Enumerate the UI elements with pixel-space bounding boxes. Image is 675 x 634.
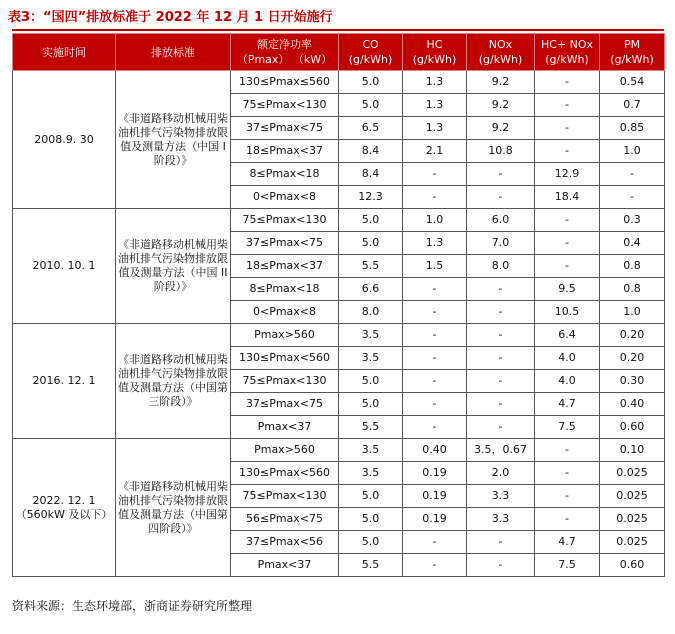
implementation-date: 2010. 10. 1	[13, 209, 116, 324]
nox-limit: -	[467, 347, 535, 370]
nox-limit: 9.2	[467, 94, 535, 117]
pm-limit: 0.10	[600, 439, 665, 462]
hcnox-limit: 9.5	[535, 278, 600, 301]
hc-limit: -	[403, 416, 467, 439]
co-limit: 8.4	[339, 140, 403, 163]
rated-power-range: Pmax<37	[231, 554, 339, 577]
header-power-line2: （Pmax） （kW）	[236, 53, 333, 66]
header-co: CO (g/kWh)	[339, 34, 403, 71]
hc-limit: -	[403, 531, 467, 554]
header-unit: (g/kWh)	[478, 53, 523, 66]
header-unit: (g/kWh)	[348, 53, 393, 66]
nox-limit: 10.8	[467, 140, 535, 163]
hc-limit: 1.5	[403, 255, 467, 278]
pm-limit: -	[600, 186, 665, 209]
rated-power-range: 75≤Pmax<130	[231, 209, 339, 232]
nox-limit: 2.0	[467, 462, 535, 485]
rated-power-range: 56≤Pmax<75	[231, 508, 339, 531]
hc-limit: -	[403, 163, 467, 186]
hc-limit: -	[403, 347, 467, 370]
hc-limit: 2.1	[403, 140, 467, 163]
pm-limit: 0.60	[600, 416, 665, 439]
hc-limit: -	[403, 301, 467, 324]
pm-limit: 1.0	[600, 301, 665, 324]
rated-power-range: Pmax>560	[231, 439, 339, 462]
nox-limit: -	[467, 554, 535, 577]
hcnox-limit: -	[535, 140, 600, 163]
table-row	[13, 439, 665, 462]
pm-limit: 0.025	[600, 485, 665, 508]
header-date: 实施时间	[13, 34, 116, 71]
co-limit: 5.0	[339, 94, 403, 117]
hc-limit: 0.19	[403, 508, 467, 531]
pm-limit: 0.8	[600, 278, 665, 301]
header-pm: PM (g/kWh)	[600, 34, 665, 71]
co-limit: 5.0	[339, 209, 403, 232]
source-note: 资料来源：生态环境部，浙商证券研究所整理	[12, 599, 253, 613]
pm-limit: 0.30	[600, 370, 665, 393]
rated-power-range: 37≤Pmax<75	[231, 117, 339, 140]
rated-power-range: Pmax>560	[231, 324, 339, 347]
hcnox-limit: -	[535, 439, 600, 462]
rated-power-range: 75≤Pmax<130	[231, 485, 339, 508]
co-limit: 5.5	[339, 416, 403, 439]
rated-power-range: 37≤Pmax<56	[231, 531, 339, 554]
rated-power-range: 0<Pmax<8	[231, 186, 339, 209]
nox-limit: -	[467, 186, 535, 209]
co-limit: 5.5	[339, 554, 403, 577]
hcnox-limit: -	[535, 94, 600, 117]
hcnox-limit: 12.9	[535, 163, 600, 186]
hc-limit: 0.19	[403, 462, 467, 485]
co-limit: 6.6	[339, 278, 403, 301]
rated-power-range: 130≤Pmax<560	[231, 462, 339, 485]
nox-limit: 8.0	[467, 255, 535, 278]
rated-power-range: 75≤Pmax<130	[231, 370, 339, 393]
pm-limit: 0.4	[600, 232, 665, 255]
nox-limit: 9.2	[467, 71, 535, 94]
hc-limit: -	[403, 370, 467, 393]
emission-standard-name: 《非道路移动机械用柴油机排气污染物排放限值及测量方法（中国第四阶段）》	[116, 439, 231, 577]
co-limit: 6.5	[339, 117, 403, 140]
hc-limit: -	[403, 393, 467, 416]
pm-limit: 0.20	[600, 324, 665, 347]
emission-standard-name: 《非道路移动机械用柴油机排气污染物排放限值及测量方法（中国 II 阶段）》	[116, 209, 231, 324]
hc-limit: 1.3	[403, 71, 467, 94]
caption-divider	[12, 29, 664, 31]
co-limit: 3.5	[339, 462, 403, 485]
hc-limit: -	[403, 324, 467, 347]
nox-limit: -	[467, 301, 535, 324]
nox-limit: -	[467, 163, 535, 186]
table-row	[13, 71, 665, 94]
co-limit: 8.4	[339, 163, 403, 186]
rated-power-range: 130≤Pmax<560	[231, 347, 339, 370]
hcnox-limit: 4.7	[535, 393, 600, 416]
nox-limit: -	[467, 324, 535, 347]
nox-limit: 9.2	[467, 117, 535, 140]
hcnox-limit: -	[535, 485, 600, 508]
rated-power-range: 18≤Pmax<37	[231, 140, 339, 163]
nox-limit: 3.3	[467, 508, 535, 531]
table-row	[13, 324, 665, 347]
co-limit: 5.5	[339, 255, 403, 278]
table-caption: 表3：“国四”排放标准于 2022 年 12 月 1 日开始施行	[8, 10, 333, 25]
rated-power-range: 0<Pmax<8	[231, 301, 339, 324]
pm-limit: -	[600, 163, 665, 186]
pm-limit: 1.0	[600, 140, 665, 163]
co-limit: 5.0	[339, 485, 403, 508]
table-header	[13, 34, 665, 71]
nox-limit: 7.0	[467, 232, 535, 255]
emission-standard-name: 《非道路移动机械用柴油机排气污染物排放限值及测量方法（中国 I 阶段）》	[116, 71, 231, 209]
header-unit: (g/kWh)	[412, 53, 457, 66]
nox-limit: -	[467, 531, 535, 554]
rated-power-range: 37≤Pmax<75	[231, 232, 339, 255]
emission-standard-name: 《非道路移动机械用柴油机排气污染物排放限值及测量方法（中国第三阶段）》	[116, 324, 231, 439]
hc-limit: 1.3	[403, 94, 467, 117]
header-hcnox: HC+ NOx (g/kWh)	[535, 34, 600, 71]
nox-limit: 3.5，0.67	[467, 439, 535, 462]
hcnox-limit: 4.7	[535, 531, 600, 554]
pm-limit: 0.7	[600, 94, 665, 117]
hcnox-limit: 7.5	[535, 416, 600, 439]
hc-limit: 1.3	[403, 117, 467, 140]
nox-limit: -	[467, 393, 535, 416]
co-limit: 3.5	[339, 439, 403, 462]
implementation-date: 2016. 12. 1	[13, 324, 116, 439]
rated-power-range: 8≤Pmax<18	[231, 278, 339, 301]
co-limit: 5.0	[339, 508, 403, 531]
nox-limit: 6.0	[467, 209, 535, 232]
nox-limit: -	[467, 370, 535, 393]
rated-power-range: 8≤Pmax<18	[231, 163, 339, 186]
co-limit: 3.5	[339, 347, 403, 370]
pm-limit: 0.8	[600, 255, 665, 278]
pm-limit: 0.025	[600, 531, 665, 554]
hcnox-limit: 18.4	[535, 186, 600, 209]
hcnox-limit: 10.5	[535, 301, 600, 324]
rated-power-range: Pmax<37	[231, 416, 339, 439]
table-row	[13, 209, 665, 232]
pm-limit: 0.40	[600, 393, 665, 416]
pm-limit: 0.54	[600, 71, 665, 94]
hcnox-limit: -	[535, 117, 600, 140]
hc-limit: 1.3	[403, 232, 467, 255]
co-limit: 5.0	[339, 232, 403, 255]
hcnox-limit: -	[535, 232, 600, 255]
implementation-date: 2008.9. 30	[13, 71, 116, 209]
header-nox: NOx (g/kWh)	[467, 34, 535, 71]
rated-power-range: 75≤Pmax<130	[231, 94, 339, 117]
hc-limit: -	[403, 186, 467, 209]
header-standard: 排放标准	[116, 34, 231, 71]
co-limit: 5.0	[339, 393, 403, 416]
pm-limit: 0.3	[600, 209, 665, 232]
hc-limit: -	[403, 554, 467, 577]
hcnox-limit: 7.5	[535, 554, 600, 577]
hcnox-limit: -	[535, 71, 600, 94]
hc-limit: 0.40	[403, 439, 467, 462]
table-body	[13, 71, 665, 577]
pm-limit: 0.025	[600, 508, 665, 531]
emission-standards-table	[12, 33, 665, 577]
implementation-date: 2022. 12. 1 （560kW 及以下）	[13, 439, 116, 577]
hc-limit: -	[403, 278, 467, 301]
co-limit: 5.0	[339, 370, 403, 393]
pm-limit: 0.025	[600, 462, 665, 485]
hcnox-limit: 6.4	[535, 324, 600, 347]
hcnox-limit: -	[535, 255, 600, 278]
header-unit: (g/kWh)	[610, 53, 654, 66]
rated-power-range: 37≤Pmax<75	[231, 393, 339, 416]
co-limit: 5.0	[339, 531, 403, 554]
hcnox-limit: 4.0	[535, 347, 600, 370]
co-limit: 8.0	[339, 301, 403, 324]
rated-power-range: 130≤Pmax≤560	[231, 71, 339, 94]
rated-power-range: 18≤Pmax<37	[231, 255, 339, 278]
pm-limit: 0.60	[600, 554, 665, 577]
header-hc: HC (g/kWh)	[403, 34, 467, 71]
nox-limit: 3.3	[467, 485, 535, 508]
co-limit: 3.5	[339, 324, 403, 347]
hc-limit: 0.19	[403, 485, 467, 508]
hcnox-limit: -	[535, 209, 600, 232]
pm-limit: 0.85	[600, 117, 665, 140]
pm-limit: 0.20	[600, 347, 665, 370]
header-power-line1: 额定净功率	[257, 38, 312, 51]
header-unit: (g/kWh)	[545, 53, 589, 66]
hcnox-limit: -	[535, 462, 600, 485]
hcnox-limit: -	[535, 508, 600, 531]
header-power	[231, 34, 339, 71]
co-limit: 12.3	[339, 186, 403, 209]
co-limit: 5.0	[339, 71, 403, 94]
nox-limit: -	[467, 278, 535, 301]
hc-limit: 1.0	[403, 209, 467, 232]
hcnox-limit: 4.0	[535, 370, 600, 393]
nox-limit: -	[467, 416, 535, 439]
